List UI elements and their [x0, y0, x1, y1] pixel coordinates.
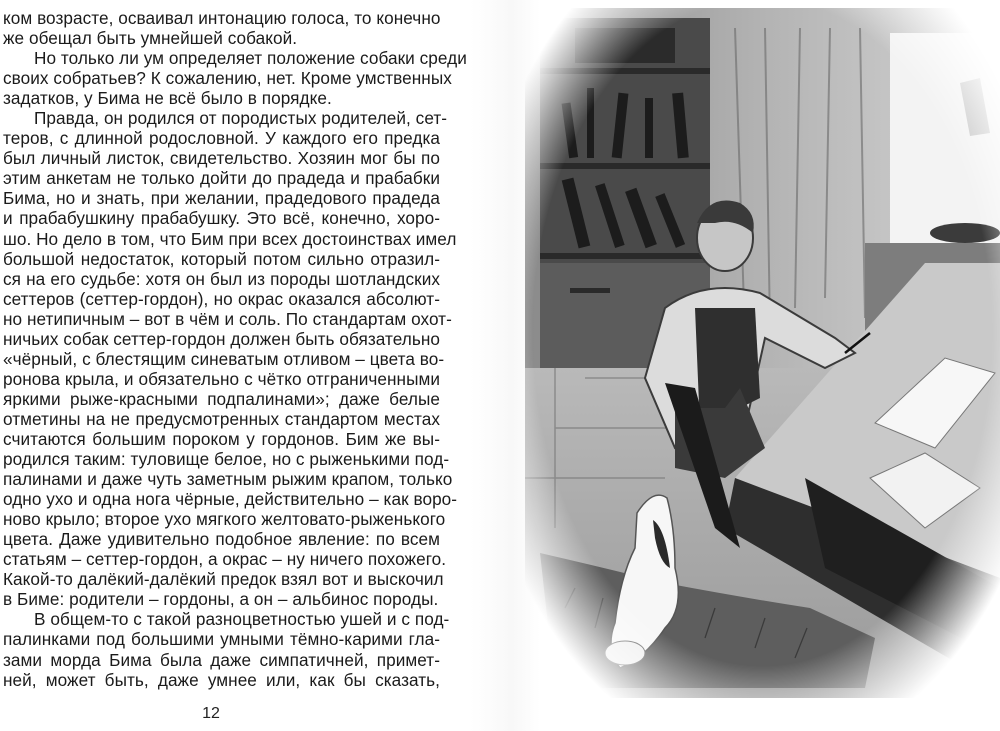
- text-line: считаются большим пороком у гордонов. Бим же вы-: [3, 428, 440, 449]
- text-line: ней, может быть, даже умнее или, как бы сказать,: [3, 669, 440, 690]
- text-line: ново крыло; второе ухо мягкого желтовато-рыженького: [3, 509, 446, 530]
- illustration-drawing: [525, 8, 1000, 698]
- text-line: своих собратьев? К сожалению, нет. Кроме умственных: [3, 68, 452, 89]
- text-line: ничьих собак сеттер-гордон должен быть обязательно: [3, 328, 441, 349]
- left-page-text: [3, 8, 467, 690]
- text-line: палинами и даже чуть заметным рыжим крапом, только: [3, 469, 453, 490]
- text-line: но нетипичным – вот в чём и соль. По стандартам охот-: [3, 308, 452, 329]
- text-line: сеттеров (сеттер-гордон), но окрас оказался абсолют-: [3, 288, 440, 309]
- text-line: Правда, он родился от породистых родителей, сет-: [34, 108, 448, 129]
- text-line: зами морда Бима была даже симпатичней, примет-: [3, 649, 440, 670]
- text-line: родился таким: туловище белое, но с рыженькими под-: [3, 449, 450, 470]
- text-line: этим анкетам не только дойти до прадеда и прабабки: [3, 168, 440, 189]
- text-line: статьям – сеттер-гордон, а окрас – ну ничего похожего.: [3, 549, 447, 570]
- text-line: теров, с длинной родословной. У каждого его предка: [3, 128, 440, 149]
- text-line: цвета. Даже удивительно подобное явление: по всем: [3, 529, 440, 550]
- window: [890, 33, 1000, 243]
- text-line: в Биме: родители – гордоны, а он – альбинос породы.: [3, 589, 439, 610]
- illustration-man-at-desk-with-dog: [525, 8, 1000, 698]
- page-number: 12: [202, 705, 220, 722]
- text-line: ком возрасте, осваивал интонацию голоса, то конечно: [3, 8, 441, 28]
- text-line: и прабабушкину прабабушку. Это всё, конечно, хоро-: [3, 208, 440, 229]
- text-line: палинками под большими умными тёмно-карими гла-: [3, 629, 440, 650]
- text-line: шо. Но дело в том, что Бим при всех достоинствах имел: [3, 228, 457, 249]
- text-line: был личный листок, свидетельство. Хозяин мог бы по: [3, 148, 440, 169]
- text-line: Бима, но и знать, при желании, прадедового прадеда: [3, 188, 440, 209]
- text-line: задатков, у Бима не всё было в порядке.: [3, 88, 332, 109]
- text-line: Но только ли ум определяет положение собаки среди: [34, 48, 467, 69]
- text-line: «чёрный, с блестящим синеватым отливом – цвета во-: [3, 348, 445, 369]
- text-line: ронова крыла, и обязательно с чётко отграниченными: [3, 368, 440, 389]
- text-line: В общем-то с такой разноцветностью ушей и с под-: [34, 609, 450, 630]
- text-line: же обещал быть умнейшей собакой.: [3, 28, 298, 49]
- text-line: одно ухо и одна нога чёрные, действительно – как воро-: [3, 489, 458, 510]
- text-line: Какой-то далёкий-далёкий предок взял вот и выскочил: [3, 569, 444, 590]
- desk-lamp-base: [930, 223, 1000, 243]
- text-line: отметины на не предусмотренных стандартом местах: [3, 408, 440, 429]
- text-line: ся на его судьбе: хотя он был из породы шотландских: [3, 268, 440, 289]
- text-line: яркими рыже-красными подпалинами»; даже белые: [3, 388, 440, 409]
- text-line: большой недостаток, который потом сильно отразил-: [3, 248, 440, 269]
